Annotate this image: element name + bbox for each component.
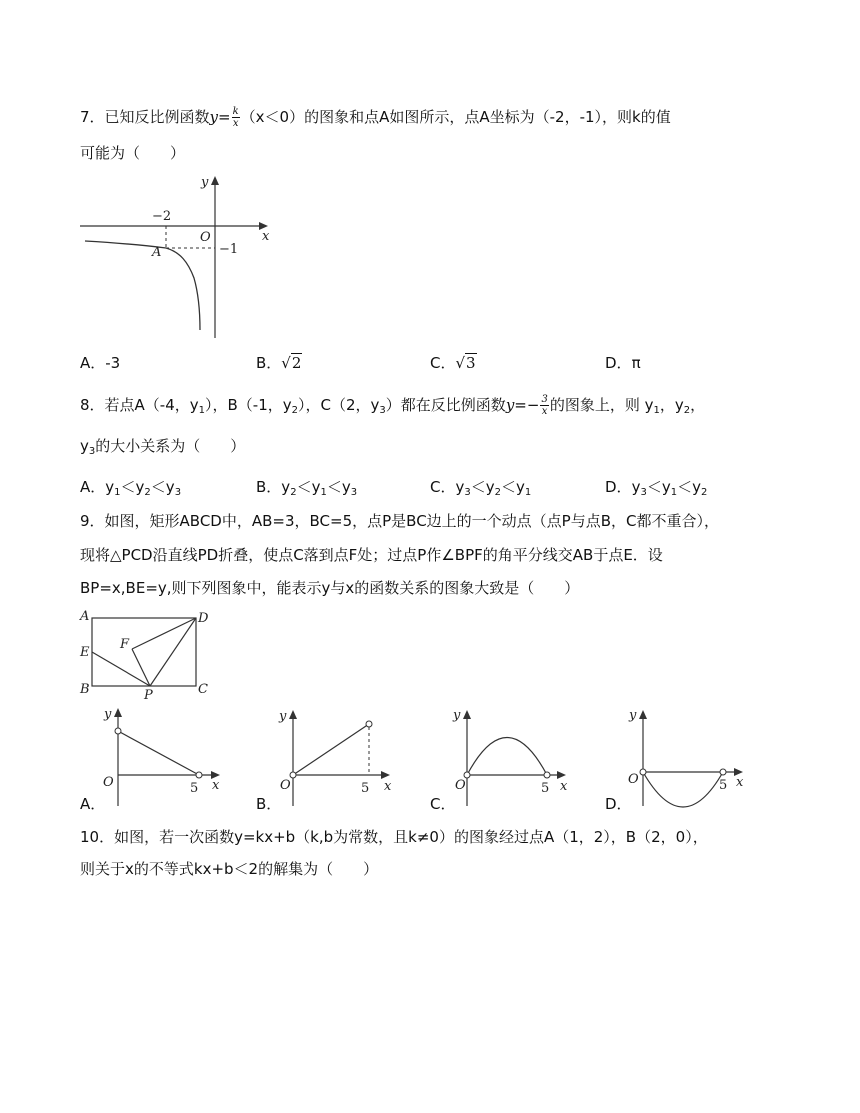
- q9-graph-c-origin: O: [455, 778, 466, 793]
- q8-sub: 1: [198, 405, 206, 416]
- q9-graph-a-y-label: y: [104, 707, 112, 722]
- q9-option-d[interactable]: D．: [605, 795, 632, 813]
- q7-option-d-text: π: [631, 354, 641, 372]
- q9-graph-d-y-label: y: [629, 708, 637, 723]
- option-text-fragment: 2: [700, 487, 708, 498]
- option-text-fragment: 3: [350, 487, 358, 498]
- q8-func-y: y: [505, 396, 515, 414]
- option-text-fragment: ＜y: [120, 478, 145, 496]
- q8-stem-text: ，: [690, 396, 706, 414]
- q8-option-c-label: C．: [430, 478, 456, 496]
- q9-graph-a-origin: O: [103, 775, 114, 790]
- option-text-fragment: ＜y: [296, 478, 321, 496]
- option-text-fragment: 3: [464, 487, 471, 498]
- q7-stem-line2: 可能为（ ）: [80, 144, 186, 162]
- option-text-fragment: y: [631, 478, 641, 496]
- q9-graph-d-x-label: x: [736, 775, 744, 790]
- q7-tick-x-label: −2: [152, 209, 172, 224]
- q9-option-a[interactable]: A．: [80, 795, 106, 813]
- q7-option-a-label: A．: [80, 354, 106, 372]
- q7-option-b-label: B．: [256, 354, 282, 372]
- q9-graph-b-origin: O: [280, 778, 291, 793]
- option-text-fragment: 1: [114, 487, 121, 498]
- option-text-fragment: ＜y: [326, 478, 351, 496]
- q8-func-eq: =−: [514, 396, 540, 414]
- q9-label-b: B: [80, 682, 90, 697]
- option-text-fragment: ＜y: [646, 478, 671, 496]
- q9-graph-b-x-label: x: [384, 779, 392, 794]
- option-text-fragment: 2: [494, 487, 502, 498]
- q9-label-p: P: [144, 688, 153, 703]
- q9-graph-c-y-label: y: [453, 708, 461, 723]
- option-text-fragment: y: [105, 478, 115, 496]
- q9-graph-c-tick: 5: [541, 781, 550, 796]
- q9-graph-a-x-label: x: [212, 778, 220, 793]
- q7-origin-label: O: [200, 230, 211, 245]
- q9-stem-line1: 9．如图，矩形ABCD中，AB=3，BC=5，点P是BC边上的一个动点（点P与点B，C都不重合），: [80, 512, 719, 530]
- q7-func-y: y: [209, 108, 219, 126]
- q7-axis-x-label: x: [262, 229, 270, 244]
- q8-sub: 2: [291, 405, 299, 416]
- q10-stem-line1: 10．如图，若一次函数y=kx+b（k,b为常数，且k≠0）的图象经过点A（1，2），B（2，0），: [80, 828, 708, 846]
- q8-option-a-label: A．: [80, 478, 106, 496]
- q7-fraction-den: x: [232, 118, 239, 129]
- q7-condition: （x＜0）: [240, 108, 305, 126]
- q8-option-b-label: B．: [256, 478, 282, 496]
- q9-graph-d-tick: 5: [719, 778, 728, 793]
- q7-option-c-radicand: 3: [466, 354, 476, 372]
- q7-func-eq: =: [218, 108, 231, 126]
- q9-graph-b-y-label: y: [279, 709, 287, 724]
- q8-sub: 2: [683, 405, 691, 416]
- q7-option-b-sqrt: √2: [281, 354, 302, 372]
- q7-tick-y-label: −1: [219, 242, 239, 257]
- q8-stem-text: 8．若点A（-4，y: [80, 396, 199, 414]
- q9-option-c[interactable]: C．: [430, 795, 456, 813]
- q7-axis-y-label: y: [201, 175, 209, 190]
- option-text-fragment: ＜y: [470, 478, 495, 496]
- option-text-fragment: 3: [640, 487, 647, 498]
- option-text-fragment: ＜y: [501, 478, 525, 496]
- q9-stem-line3: BP=x,BE=y,则下列图象中，能表示y与x的函数关系的图象大致是（ ）: [80, 579, 580, 597]
- q9-option-b[interactable]: B．: [256, 795, 282, 813]
- q9-label-a: A: [80, 609, 90, 624]
- q7-option-b-radicand: 2: [291, 354, 302, 372]
- q9-label-d: D: [198, 611, 209, 626]
- option-text-fragment: 2: [290, 487, 297, 498]
- option-text-fragment: 2: [144, 487, 151, 498]
- q9-graph-c-x-label: x: [560, 779, 568, 794]
- q8-stem-text: ，y: [659, 396, 684, 414]
- q8-stem-text: 的大小关系为（ ）: [95, 437, 246, 455]
- q8-stem-text: ）都在反比例函数: [385, 396, 506, 414]
- q9-graph-b-tick: 5: [361, 781, 370, 796]
- q9-label-e: E: [80, 645, 90, 660]
- option-text-fragment: ＜y: [677, 478, 701, 496]
- q9-label-f: F: [120, 637, 130, 652]
- option-text-fragment: y: [455, 478, 465, 496]
- q7-option-c-sqrt: √3: [455, 354, 476, 372]
- q7-option-c-label: C．: [430, 354, 456, 372]
- q8-sub: 3: [88, 446, 96, 457]
- option-text-fragment: y: [281, 478, 291, 496]
- option-text-fragment: 1: [320, 487, 327, 498]
- q8-stem-text: ），C（2，y: [298, 396, 380, 414]
- q10-stem-line2: 则关于x的不等式kx+b＜2的解集为（ ）: [80, 860, 379, 878]
- q8-stem-text: 的图象上，则 y: [549, 396, 654, 414]
- q8-sub: 1: [653, 405, 660, 416]
- option-text-fragment: ＜y: [150, 478, 175, 496]
- q7-option-a-text: -3: [105, 354, 121, 372]
- q7-fraction-num: k: [232, 106, 239, 117]
- q7-point-a-label: A: [152, 245, 162, 260]
- option-text-fragment: 3: [174, 487, 182, 498]
- q7-stem-text-2: 的图象和点A如图所示，点A坐标为（-2，-1），则k的值: [304, 108, 671, 126]
- q9-stem-line2: 现将△PCD沿直线PD折叠，使点C落到点F处；过点P作∠BPF的角平分线交AB于点E．设: [80, 546, 663, 564]
- option-text-fragment: 1: [524, 487, 532, 498]
- q7-stem-text: 7．已知反比例函数: [80, 108, 210, 126]
- q9-graph-a-tick: 5: [190, 781, 199, 796]
- q8-sub: 3: [379, 405, 386, 416]
- q9-label-c: C: [198, 682, 208, 697]
- option-text-fragment: 1: [670, 487, 678, 498]
- q9-graph-d-origin: O: [628, 772, 639, 787]
- q8-stem-text: ），B（-1，y: [205, 396, 292, 414]
- q8-fraction-den: x: [541, 406, 548, 417]
- q8-stem-text: y: [80, 437, 89, 455]
- q7-option-d-label: D．: [605, 354, 632, 372]
- q8-option-d-label: D．: [605, 478, 632, 496]
- q8-fraction-num: 3: [541, 394, 548, 405]
